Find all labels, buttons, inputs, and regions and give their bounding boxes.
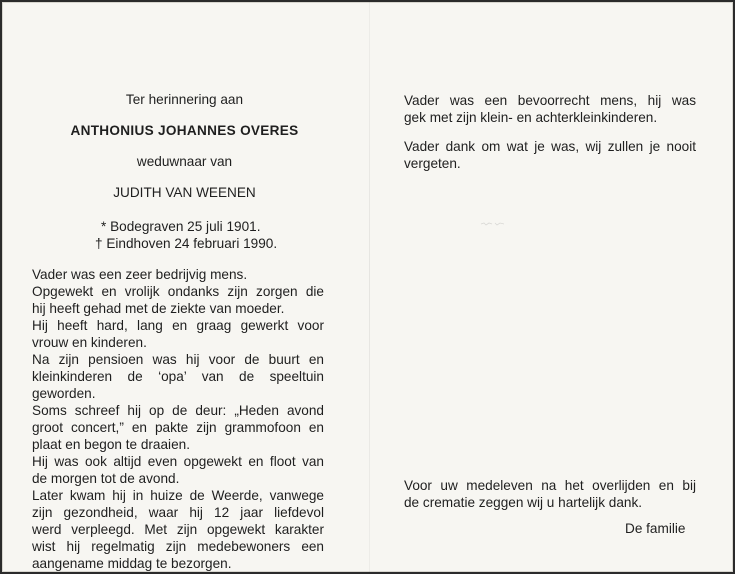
relation-text: weduwnaar van bbox=[136, 154, 233, 169]
story-line: aangename middag te bezorgen. bbox=[32, 556, 232, 571]
story-line: Hij was ook altijd even opgewekt en floot van bbox=[32, 454, 324, 469]
thanks-line: Voor uw medeleven na het overlijden en bij bbox=[404, 478, 696, 493]
story-line: kleinkinderen de ‘opa’ van de speeltuin bbox=[32, 369, 324, 384]
privileged-line: gek met zijn klein- en achterkleinkinderen. bbox=[404, 110, 658, 125]
deceased-name: ANTHONIUS JOHANNES OVERES bbox=[70, 123, 299, 138]
story-line: werd verpleegd. Met zijn opgewekt karakter bbox=[32, 522, 324, 537]
gratitude-paragraph bbox=[404, 138, 696, 172]
story-line: groot concert,” en pakte zijn grammofoon en bbox=[32, 420, 324, 435]
thanks-line: de crematie zeggen wij u hartelijk dank. bbox=[404, 495, 643, 510]
story-line: Vader was een zeer bedrijvig mens. bbox=[32, 267, 248, 282]
story-line: Hij heeft hard, lang en graag gewerkt voor bbox=[32, 318, 324, 333]
story-line: Opgewekt en vrolijk ondanks zijn zorgen die bbox=[32, 284, 324, 299]
death-line: † Eindhoven 24 februari 1990. bbox=[95, 236, 278, 251]
gratitude-line: Vader dank om wat je was, wij zullen je nooit bbox=[404, 139, 696, 154]
story-line: Soms schreef hij op de deur: „Heden avond bbox=[32, 403, 324, 418]
memorial-card bbox=[2, 2, 733, 572]
thanks-paragraph bbox=[404, 477, 696, 511]
story-line: Later kwam hij in huize de Weerde, vanwege bbox=[32, 488, 324, 503]
story-line: wist hij regelmatig zijn medebewoners een bbox=[32, 539, 324, 554]
story-line: hij heeft gehad met de ziekte van moeder. bbox=[32, 301, 285, 316]
story-line: vrouw en kinderen. bbox=[32, 335, 147, 350]
story-line: Na zijn pensioen was hij voor de buurt en bbox=[32, 352, 324, 367]
life-story bbox=[32, 266, 324, 572]
privileged-paragraph bbox=[404, 92, 696, 126]
story-line: plaat en begon te draaien. bbox=[32, 437, 190, 452]
story-line: de morgen tot de avond. bbox=[32, 471, 180, 486]
privileged-line: Vader was een bevoorrecht mens, hij was bbox=[404, 93, 696, 108]
signature: De familie bbox=[625, 521, 686, 536]
spouse-name: JUDITH VAN WEENEN bbox=[113, 185, 256, 200]
intro-text: Ter herinnering aan bbox=[125, 92, 244, 107]
story-line: zijn gezondheid, waar hij 12 jaar liefdevol bbox=[32, 505, 324, 520]
card-fold bbox=[369, 2, 370, 572]
gratitude-line: vergeten. bbox=[404, 156, 461, 171]
birth-line: * Bodegraven 25 juli 1901. bbox=[101, 219, 261, 234]
faint-stamp-mark bbox=[480, 221, 506, 227]
story-line: geworden. bbox=[32, 386, 96, 401]
